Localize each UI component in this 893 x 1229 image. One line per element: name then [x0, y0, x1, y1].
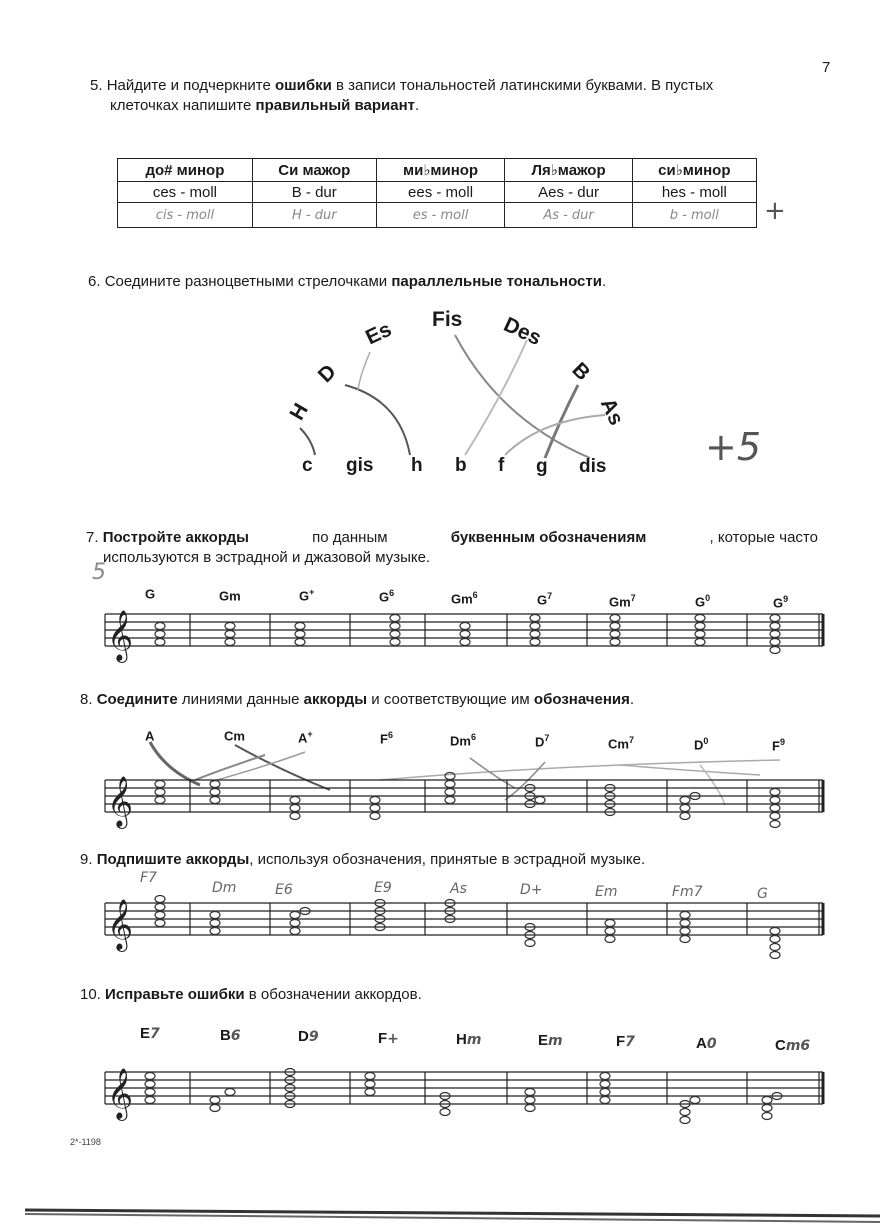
answer-cell[interactable]: b - moll — [632, 203, 756, 228]
chord-label: A0 — [696, 1035, 717, 1052]
chord-label: Gm$^7$ — [609, 593, 636, 610]
table-header-cell: си♭минор — [632, 159, 756, 182]
chord-label: Gm$^6$ — [451, 590, 478, 607]
major-key: H — [285, 399, 313, 425]
q10-text: 10. Исправьте ошибки в обозначении аккордов. — [80, 986, 422, 1003]
q6-text: 6. Соедините разноцветными стрелочками параллельные тональности. — [88, 273, 607, 290]
svg-text:𝄞: 𝄞 — [107, 1068, 134, 1119]
chord-label: Dm$^6$ — [450, 732, 476, 749]
answer-cell[interactable]: cis - moll — [118, 203, 253, 228]
q9-text: 9. Подпишите аккорды, используя обозначения, принятые в эстрадной музыке. — [80, 851, 646, 868]
chord-label: $D^0$ — [694, 736, 709, 753]
svg-text:𝄞: 𝄞 — [107, 776, 134, 827]
q7-text: 7. Постройте аккорды по данным буквенным обозначениям , которые часто используются в эстрадной и джазовой музыке. — [86, 529, 818, 566]
handwritten-chord-answer: Dm — [212, 880, 237, 896]
major-key: D — [313, 360, 341, 388]
handwritten-chord-answer: D+ — [520, 882, 543, 898]
q7-grade-mark: 5 — [92, 560, 106, 585]
chord-label: $G^7$ — [537, 591, 553, 608]
chord-label: F7 — [616, 1033, 635, 1050]
footer-code: 2*-1198 — [70, 1137, 101, 1147]
q5-number: 5. — [90, 77, 103, 94]
major-key: Des — [500, 312, 545, 351]
answer-cell[interactable]: H - dur — [252, 203, 376, 228]
chord-label: A+ — [298, 729, 313, 746]
chord-label: $F^6$ — [380, 730, 393, 747]
minor-key: g — [536, 456, 548, 477]
chord-label: $D^7$ — [535, 733, 550, 750]
major-key: Fis — [432, 308, 463, 331]
q7-staff[interactable] — [105, 600, 830, 680]
handwritten-chord-answer: E9 — [374, 880, 392, 896]
chord-label: Gm — [219, 588, 241, 604]
chord-label: Cm$^7$ — [608, 735, 634, 752]
handwritten-chord-answer: As — [450, 881, 467, 897]
q8-staff — [105, 770, 830, 840]
chord-label: $F^9$ — [772, 737, 785, 754]
major-key: B — [567, 358, 595, 386]
chord-label: G+ — [299, 587, 315, 604]
minor-key: dis — [579, 456, 607, 477]
major-key: Es — [362, 317, 396, 350]
table-cell: B - dur — [252, 182, 376, 203]
chord-label: Cm — [224, 728, 245, 744]
chord-label: Cm6 — [775, 1037, 811, 1054]
q6-grade-mark: +5 — [705, 425, 762, 469]
q7-number: 7. — [86, 529, 99, 546]
chord-label: G — [145, 586, 156, 602]
handwritten-chord-answer: G — [757, 886, 768, 902]
q5-grade-mark: + — [764, 196, 786, 226]
svg-text:𝄞: 𝄞 — [107, 610, 134, 661]
q10-staff — [105, 1058, 830, 1138]
minor-key: h — [411, 455, 423, 476]
q6-number: 6. — [88, 273, 101, 290]
table-header-cell: ми♭минор — [376, 159, 505, 182]
handwritten-chord-answer: Fm7 — [672, 884, 703, 900]
chord-label: A — [145, 728, 155, 744]
answer-cell[interactable]: As - dur — [505, 203, 632, 228]
handwritten-chord-answer: Em — [595, 884, 618, 900]
minor-key: b — [455, 455, 467, 476]
handwritten-chord-answer: E6 — [275, 882, 293, 898]
table-cell: ees - moll — [376, 182, 505, 203]
chord-label: B6 — [220, 1027, 241, 1044]
table-cell: Aes - dur — [505, 182, 632, 203]
chord-label: $G^6$ — [379, 588, 395, 605]
chord-label: $G^9$ — [773, 594, 789, 611]
minor-key: f — [498, 455, 505, 476]
major-key: As — [595, 394, 628, 429]
chord-label: D9 — [298, 1028, 319, 1045]
page-number: 7 — [822, 59, 831, 76]
q8-number: 8. — [80, 691, 93, 708]
chord-label: Hm — [456, 1031, 482, 1048]
table-cell: ces - moll — [118, 182, 253, 203]
chord-label: $G^0$ — [695, 593, 711, 610]
table-header-cell: до# минор — [118, 159, 253, 182]
minor-key: c — [302, 455, 313, 476]
q9-staff — [105, 893, 830, 963]
answer-cell[interactable]: es - moll — [376, 203, 505, 228]
chord-label: E7 — [140, 1025, 160, 1042]
svg-text:𝄞: 𝄞 — [107, 899, 134, 950]
table-header-cell: Си мажор — [252, 159, 376, 182]
q5-text: 5. Найдите и подчеркните ошибки в записи тональностей латинскими буквами. В пустых клеточках напишите правильный вариант. — [90, 77, 714, 114]
q9-number: 9. — [80, 851, 93, 868]
handwritten-chord-answer: F7 — [140, 870, 157, 886]
chord-label: F+ — [378, 1030, 399, 1047]
table-cell: hes - moll — [632, 182, 756, 203]
page-bottom-edge — [0, 1200, 893, 1229]
minor-key: gis — [346, 455, 374, 476]
q10-number: 10. — [80, 986, 101, 1003]
chord-label: Em — [538, 1032, 563, 1049]
q8-text: 8. Соедините линиями данные аккорды и соответствующие им обозначения. — [80, 691, 635, 708]
table-header-cell: Ля♭мажор — [505, 159, 632, 182]
